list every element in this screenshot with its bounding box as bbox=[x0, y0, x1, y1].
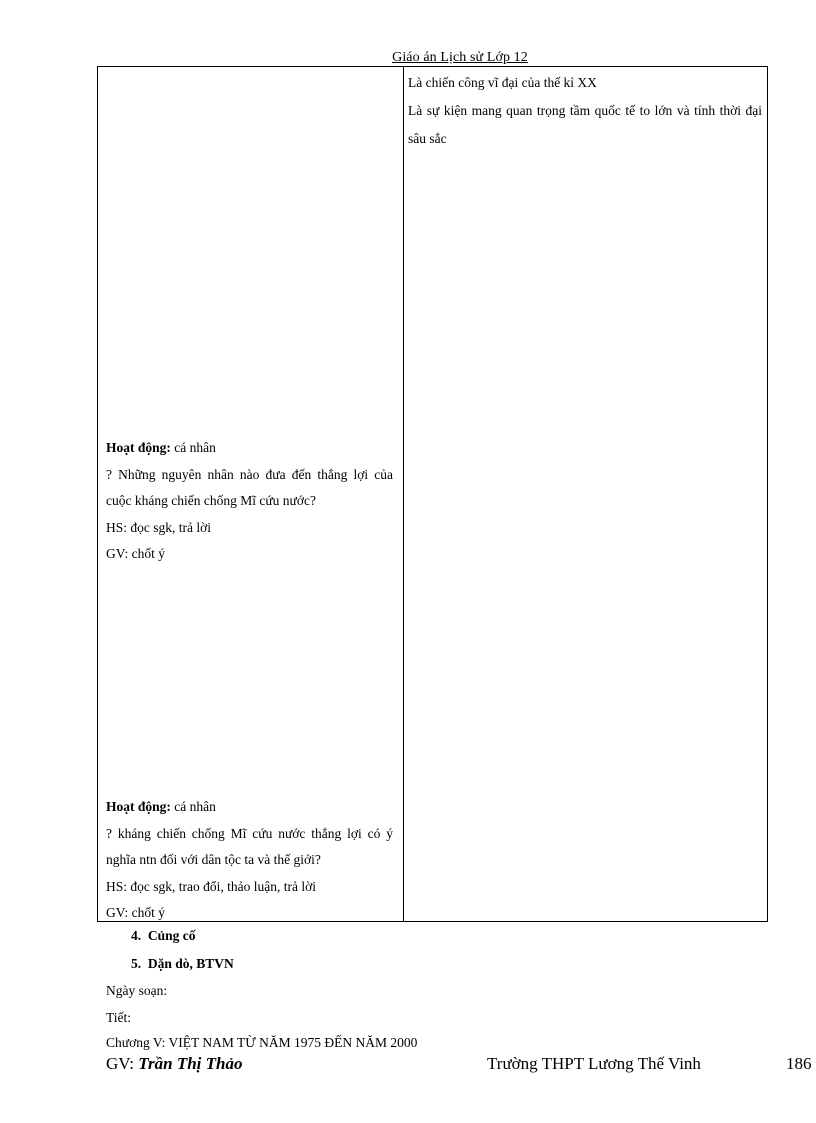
activity-heading bbox=[106, 435, 393, 462]
footer-teacher-prefix: GV: bbox=[106, 1054, 135, 1073]
period-line: Tiết: bbox=[106, 1010, 132, 1025]
activity-type: cá nhân bbox=[174, 440, 216, 455]
page-number: 186 bbox=[786, 1054, 812, 1073]
section-title: Củng cố bbox=[147, 928, 196, 943]
page-header-title: Giáo án Lịch sử Lớp 12 bbox=[392, 50, 528, 65]
activity-block bbox=[106, 794, 393, 927]
activity-student: HS: đọc sgk, trao đổi, thảo luận, trả lời bbox=[106, 878, 316, 894]
activity-teacher: GV: chốt ý bbox=[106, 905, 165, 920]
content-column bbox=[408, 69, 762, 153]
activity-type: cá nhân bbox=[174, 799, 216, 814]
activity-block bbox=[106, 435, 393, 568]
activity-heading bbox=[106, 794, 393, 821]
activity-label: Hoạt động: bbox=[106, 799, 171, 814]
section-title: Dặn dò, BTVN bbox=[147, 956, 234, 971]
footer-teacher-name: Trần Thị Thảo bbox=[138, 1054, 243, 1073]
activity-question: ? kháng chiến chống Mĩ cứu nước thắng lợi có ý nghĩa ntn đối với dân tộc ta và thế giới? bbox=[106, 825, 393, 867]
column-divider bbox=[403, 67, 404, 921]
section-heading-review bbox=[131, 928, 196, 944]
footer-school: Trường THPT Lương Thế Vinh bbox=[487, 1054, 701, 1073]
section-number: 5. bbox=[131, 956, 142, 971]
activity-label: Hoạt động: bbox=[106, 440, 171, 455]
activity-question: ? Những nguyên nhân nào đưa đến thắng lợi của cuộc kháng chiến chống Mĩ cứu nước? bbox=[106, 466, 393, 508]
content-line: Là chiến công vĩ đại của thế kỉ XX bbox=[408, 75, 597, 90]
lesson-table bbox=[97, 66, 768, 922]
date-line: Ngày soạn: bbox=[106, 983, 168, 998]
content-line: Là sự kiện mang quan trọng tầm quốc tế to lớn và tính thời đại sâu sắc bbox=[408, 103, 762, 146]
activity-teacher: GV: chốt ý bbox=[106, 546, 165, 561]
footer-teacher bbox=[106, 1054, 243, 1074]
section-number: 4. bbox=[131, 928, 142, 943]
page-footer bbox=[106, 1054, 816, 1078]
section-heading-homework bbox=[131, 956, 234, 972]
activity-student: HS: đọc sgk, trả lời bbox=[106, 519, 212, 535]
chapter-title: Chương V: VIỆT NAM TỪ NĂM 1975 ĐẾN NĂM 2000 bbox=[106, 1035, 418, 1050]
